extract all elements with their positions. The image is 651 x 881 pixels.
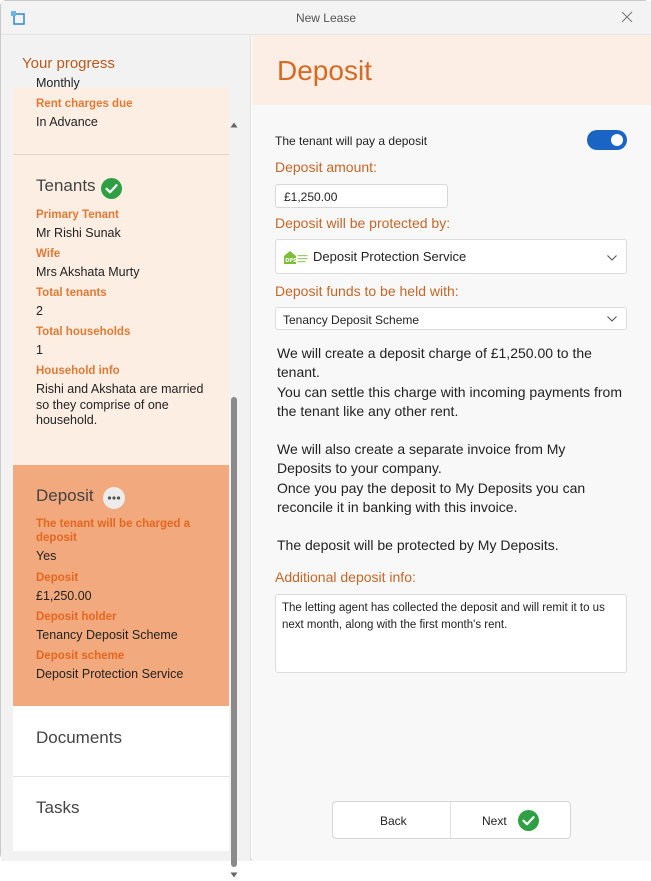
- protected-by-value: Deposit Protection Service: [313, 249, 467, 264]
- protection-info: [277, 536, 622, 555]
- step-overview[interactable]: [13, 76, 229, 154]
- deposit-holder-value: Tenancy Deposit Scheme: [36, 628, 178, 642]
- progress-steps-list[interactable]: [13, 76, 229, 851]
- deposit-form: [252, 35, 651, 861]
- progress-title: Your progress: [22, 55, 115, 72]
- deposit-amount-label: Deposit amount:: [275, 159, 377, 175]
- deposit-scheme-label: Deposit scheme: [36, 650, 125, 662]
- primary-tenant-value: Mr Rishi Sunak: [36, 226, 121, 240]
- additional-info-label: Additional deposit info:: [275, 569, 416, 585]
- check-circle-icon: [101, 178, 122, 199]
- deposit-holder-label: Deposit holder: [36, 611, 117, 623]
- household-info-value: Rishi and Akshata are married so they comprise of one household.: [36, 382, 204, 427]
- page-title: Deposit: [277, 55, 372, 86]
- total-tenants-value: 2: [36, 304, 43, 318]
- total-tenants-label: Total tenants: [36, 287, 107, 299]
- check-circle-icon: [518, 810, 539, 831]
- step-deposit[interactable]: [13, 465, 229, 706]
- wife-value: Mrs Akshata Murty: [36, 265, 140, 279]
- held-with-select[interactable]: [275, 307, 627, 330]
- protected-by-select[interactable]: [275, 239, 627, 274]
- title-bar: [1, 1, 651, 35]
- toggle-knob: [611, 134, 623, 146]
- invoice-info: [277, 440, 622, 517]
- info-paragraph-2: We will also create a separate invoice from My Deposits to your company. Once you pay the deposit to My Deposits you can reconcile it in banking with this invoice.: [277, 441, 586, 515]
- deposit-charged-value: Yes: [36, 549, 57, 563]
- additional-info-textarea[interactable]: The letting agent has collected the deposit and will remit it to us next month, along with the first month's rent.: [275, 594, 627, 673]
- deposit-scheme-value: Deposit Protection Service: [36, 667, 184, 681]
- deposit-charge-info: [277, 344, 622, 421]
- back-button-label: Back: [380, 814, 407, 828]
- next-button[interactable]: [452, 802, 570, 838]
- rent-charges-due-value: In Advance: [36, 115, 98, 129]
- household-info-label: Household info: [36, 365, 120, 377]
- wife-label: Wife: [36, 248, 61, 260]
- deposit-amount-input[interactable]: £1,250.00: [275, 184, 448, 208]
- info-paragraph-1: We will create a deposit charge of £1,250.00 to the tenant. You can settle this charge with incoming payments from the tenant like any other rent.: [277, 345, 622, 419]
- deposit-value: £1,250.00: [36, 589, 92, 603]
- deposit-label: Deposit: [36, 572, 79, 584]
- step-title-documents: Documents: [36, 728, 122, 747]
- step-tenants[interactable]: [13, 155, 229, 465]
- total-households-label: Total households: [36, 326, 131, 338]
- progress-sidebar: [1, 35, 251, 861]
- step-tasks[interactable]: [13, 776, 229, 851]
- window-title: New Lease: [295, 11, 357, 25]
- dps-logo-text: DPS: [285, 258, 297, 264]
- scroll-up-arrow-icon[interactable]: [230, 121, 238, 129]
- close-icon[interactable]: [619, 9, 635, 25]
- page-header: [252, 35, 651, 105]
- step-title-deposit: Deposit: [36, 486, 94, 505]
- chevron-down-icon: [607, 316, 617, 322]
- next-button-label: Next: [482, 814, 507, 828]
- back-button[interactable]: [333, 802, 451, 838]
- scroll-down-arrow-icon[interactable]: [230, 871, 238, 879]
- dps-logo-icon: [284, 250, 308, 264]
- held-with-label: Deposit funds to be held with:: [275, 283, 459, 299]
- protected-by-label: Deposit will be protected by:: [275, 215, 451, 231]
- total-households-value: 1: [36, 343, 43, 357]
- navigation-buttons: [332, 801, 571, 839]
- rent-frequency-value: Monthly: [36, 76, 80, 90]
- scrollbar-thumb[interactable]: [231, 397, 237, 867]
- pay-deposit-toggle[interactable]: [587, 130, 627, 150]
- chevron-down-icon: [607, 255, 617, 261]
- held-with-value: Tenancy Deposit Scheme: [283, 313, 420, 327]
- step-title-tenants: Tenants: [36, 176, 96, 195]
- info-paragraph-3: The deposit will be protected by My Deposits.: [277, 537, 559, 553]
- pay-deposit-label: The tenant will pay a deposit: [275, 134, 428, 148]
- step-title-tasks: Tasks: [36, 798, 80, 817]
- primary-tenant-label: Primary Tenant: [36, 209, 119, 221]
- step-documents[interactable]: [13, 706, 229, 776]
- deposit-charged-label: The tenant will be charged a deposit: [36, 518, 191, 544]
- sidebar-scrollbar[interactable]: [229, 121, 239, 881]
- rent-charges-due-label: Rent charges due: [36, 98, 133, 110]
- more-dots-icon: [103, 487, 125, 509]
